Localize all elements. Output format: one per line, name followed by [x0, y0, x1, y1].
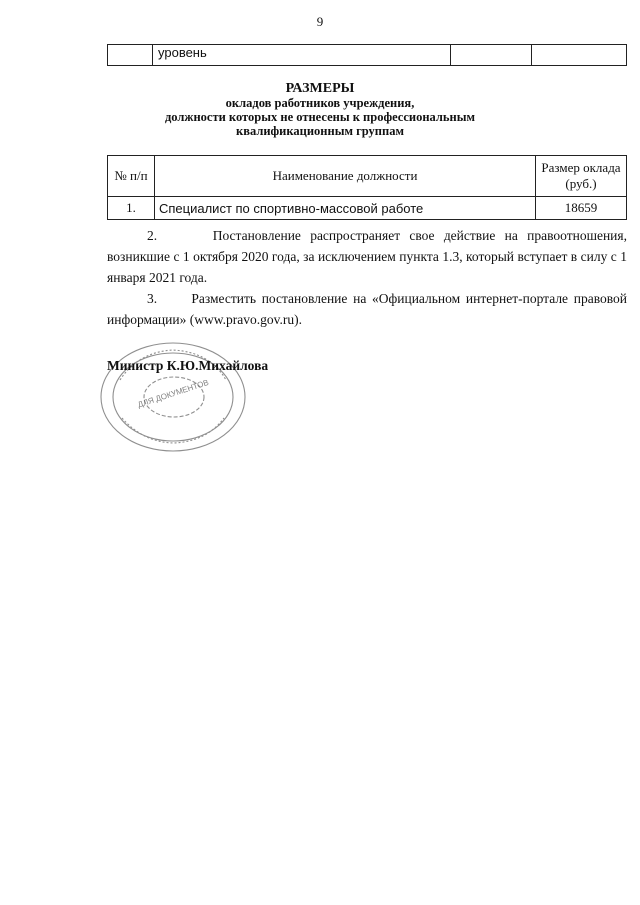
column-header-salary: Размер оклада (руб.): [536, 156, 627, 197]
row-number: 1.: [108, 197, 155, 220]
table-cell: уровень: [153, 45, 451, 66]
table-row: [108, 45, 627, 66]
paragraph-number: 3.: [147, 291, 158, 306]
row-position: Специалист по спортивно-массовой работе: [155, 197, 536, 220]
paragraph-text: Постановление распространяет свое действие на правоотношения, возникшие с 1 октября 2020 года, за исключением пункта 1.3, который вступает в силу с 1 января 2021 года.: [107, 228, 627, 285]
column-header-number: № п/п: [108, 156, 155, 197]
page-number: 9: [316, 14, 324, 29]
stamp-center-text: ДЛЯ ДОКУМЕНТОВ: [136, 377, 210, 410]
table-header-row: [108, 156, 627, 197]
paragraph-2: [107, 225, 627, 288]
table-row: [108, 197, 627, 220]
table-cell: [108, 45, 153, 66]
paragraph-text: Разместить постановление на «Официальном интернет-портале правовой информации» (www.pravo.gov.ru).: [107, 291, 627, 327]
column-header-position: Наименование должности: [155, 156, 536, 197]
heading-line: квалификационным группам: [236, 124, 404, 138]
continuation-table: [107, 44, 627, 66]
heading-title: РАЗМЕРЫ: [285, 81, 355, 96]
paragraph-number: 2.: [147, 228, 158, 243]
heading-line: окладов работников учреждения,: [225, 96, 415, 110]
salary-table: [107, 155, 627, 220]
table-cell: [451, 45, 532, 66]
heading-line: должности которых не отнесены к профессиональным: [164, 110, 476, 124]
section-heading: [0, 82, 640, 138]
row-salary: 18659: [536, 197, 627, 220]
table-cell: [532, 45, 627, 66]
signature-line: Министр К.Ю.Михайлова: [107, 358, 269, 373]
paragraph-3: [107, 288, 627, 330]
